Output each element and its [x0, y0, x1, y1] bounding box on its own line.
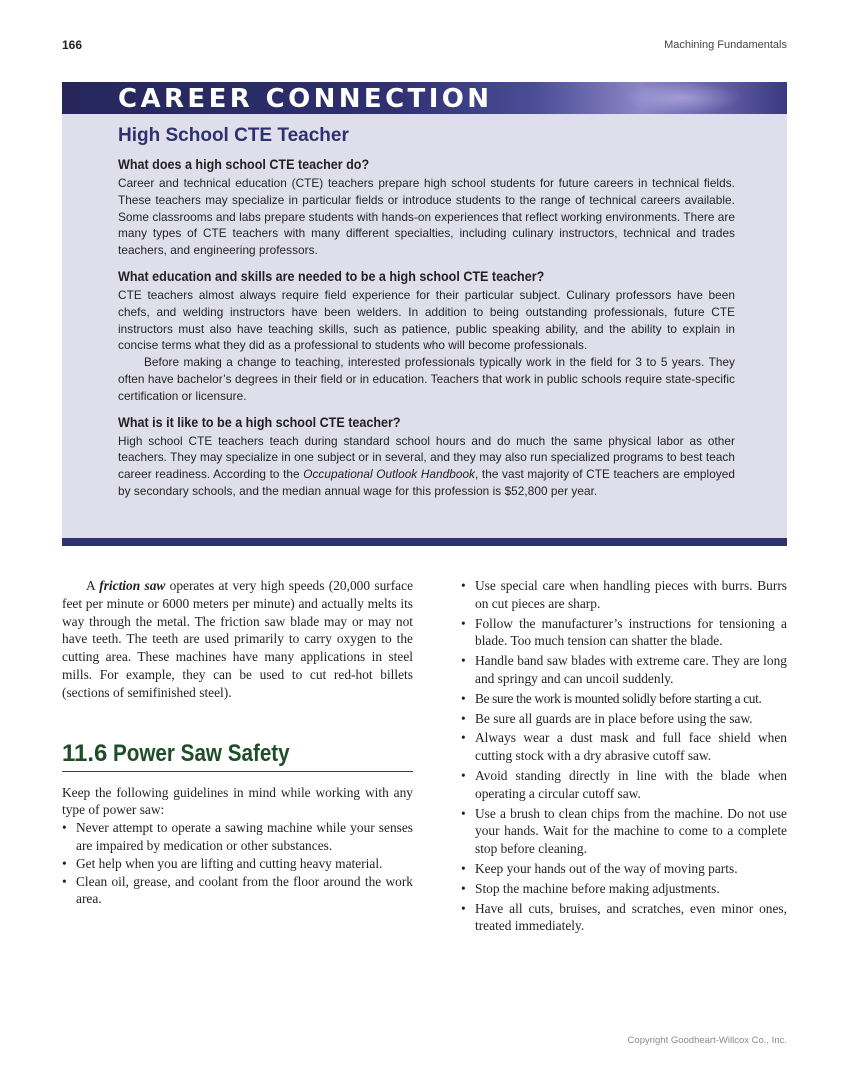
list-item [62, 819, 413, 855]
list-item-text: Be sure all guards are in place before using the saw. [475, 710, 753, 726]
bullet-icon: • [461, 860, 466, 876]
bullet-icon: • [461, 805, 466, 821]
answer-paragraph-2a: CTE teachers almost always require field experience for their particular subject. Culinary professors have been chefs, and welding instructors have been welders. In addition to being outstanding professionals, future CTE instructors must also have teaching skills, such as patience, public speaking ability, and the ability to explain in concise terms what they did as a professional to students who will become professionals. [118, 287, 735, 353]
bullet-icon: • [461, 615, 466, 631]
bullet-icon: • [62, 820, 67, 836]
career-bottom-bar [62, 538, 787, 546]
list-item [62, 855, 413, 873]
career-banner-title: CAREER CONNECTION [118, 84, 493, 114]
list-item [461, 805, 787, 858]
answer-paragraph-3 [118, 433, 735, 500]
list-item-text: Use a brush to clean chips from the machine. Do not use your hands. Wait for the machine to come to a complete stop before cleaning. [475, 805, 787, 857]
book-title: Occupational Outlook Handbook [303, 467, 476, 482]
answer-paragraph-2b: Before making a change to teaching, interested professionals typically work in the field for 3 to 5 years. They often have bachelor’s degrees in their field or in education. Teachers that work in public schools require state-specific certification or licensure. [118, 355, 735, 403]
bullet-icon: • [461, 710, 466, 726]
list-item [461, 652, 787, 688]
answer-3-text-start: High school CTE teachers teach during standard school hours and do much the same physical labor as other teachers. They may specialize in one subject or in several, and they may also run specialized programs to best teach career readiness. According to the [118, 433, 735, 482]
right-bullet-list [461, 577, 787, 935]
question-heading-1: What does a high school CTE teacher do? [118, 157, 370, 172]
bullet-icon: • [461, 653, 466, 669]
section-title: Power Saw Safety [113, 739, 291, 767]
left-column [62, 577, 413, 908]
friction-text: operates at very high speeds (20,000 surface feet per minute or 6000 meters per minute) and actually melts its way through the metal. The friction saw blade may or may not have teeth. The teeth are used primarily to carry oxygen to the cutting area. These machines have many applications in steel mills. For example, they can be used to cut red-hot billets (sections of semifinished steel). [62, 578, 414, 700]
list-item-text: Keep your hands out of the way of moving parts. [475, 860, 738, 876]
list-item-text: Use special care when handling pieces with burrs. Burrs on cut pieces are sharp. [475, 578, 787, 611]
list-item [461, 860, 787, 878]
career-content [118, 124, 735, 508]
bullet-icon: • [62, 873, 67, 889]
list-item-text: Clean oil, grease, and coolant from the floor around the work area. [76, 873, 413, 907]
career-subtitle: High School CTE Teacher [118, 125, 349, 146]
bullet-icon: • [461, 767, 466, 783]
bullet-icon: • [461, 578, 466, 593]
question-heading-3: What is it like to be a high school CTE teacher? [118, 414, 401, 430]
section-number: 11.6 [62, 739, 108, 767]
section-heading [62, 740, 413, 772]
banner-glow [622, 82, 742, 114]
bullet-icon: • [461, 690, 466, 706]
list-item-text: Have all cuts, bruises, and scratches, even minor ones, treated immediately. [475, 900, 787, 934]
list-item-text: Avoid standing directly in line with the blade when operating a circular cutoff saw. [475, 767, 787, 801]
list-item-text: Stop the machine before making adjustments. [475, 880, 720, 896]
bullet-icon: • [461, 900, 466, 916]
answer-3-text-end: , the vast majority of CTE teachers are employed by secondary schools, and the median annual wage for this profession is $52,800 per year. [118, 467, 735, 498]
question-heading-2: What education and skills are needed to be a high school CTE teacher? [118, 268, 545, 284]
friction-lead: A [86, 578, 100, 593]
list-item [461, 577, 787, 613]
running-head: Machining Fundamentals [664, 39, 787, 51]
safety-intro: Keep the following guidelines in mind while working with any type of power saw: [62, 784, 413, 818]
list-item [461, 767, 787, 803]
list-item-text: Never attempt to operate a sawing machine while your senses are impaired by medication or other substances. [76, 820, 413, 853]
list-item-text: Get help when you are lifting and cutting heavy material. [76, 855, 383, 871]
career-connection-box [62, 82, 787, 546]
list-item-text: Always wear a dust mask and full face shield when cutting stock with a dry abrasive cutoff saw. [475, 730, 787, 764]
list-item [461, 880, 787, 898]
list-item [461, 615, 787, 651]
list-item-text: Handle band saw blades with extreme care. They are long and springy and can uncoil suddenly. [475, 653, 787, 686]
list-item [461, 729, 787, 765]
copyright-notice: Copyright Goodheart-Willcox Co., Inc. [627, 1035, 787, 1046]
friction-saw-paragraph [62, 577, 413, 702]
left-bullet-list [62, 819, 413, 908]
page-number: 166 [62, 38, 83, 52]
list-item [461, 690, 787, 708]
right-column [461, 577, 787, 937]
list-item [62, 873, 413, 909]
list-item [461, 710, 787, 728]
list-item-text: Follow the manufacturer’s instructions for tensioning a blade. Too much tension can shatter the blade. [475, 615, 787, 649]
list-item-text: Be sure the work is mounted solidly before starting a cut. [475, 690, 762, 706]
answer-paragraph-1: Career and technical education (CTE) teachers prepare high school students for future careers in technical fields. These teachers may specialize in particular fields or introduce students to the range of technical careers available. Some classrooms and labs prepare students with hands-on experiences that reflect working environments. There are many types of CTE teachers with many different specialties, including culinary instructors, technical and trades teachers, and engineering professors. [118, 176, 735, 258]
friction-saw-term: friction saw [99, 578, 166, 593]
list-item [461, 900, 787, 936]
bullet-icon: • [461, 730, 466, 746]
bullet-icon: • [461, 880, 466, 896]
bullet-icon: • [62, 855, 67, 871]
career-banner [62, 82, 787, 114]
